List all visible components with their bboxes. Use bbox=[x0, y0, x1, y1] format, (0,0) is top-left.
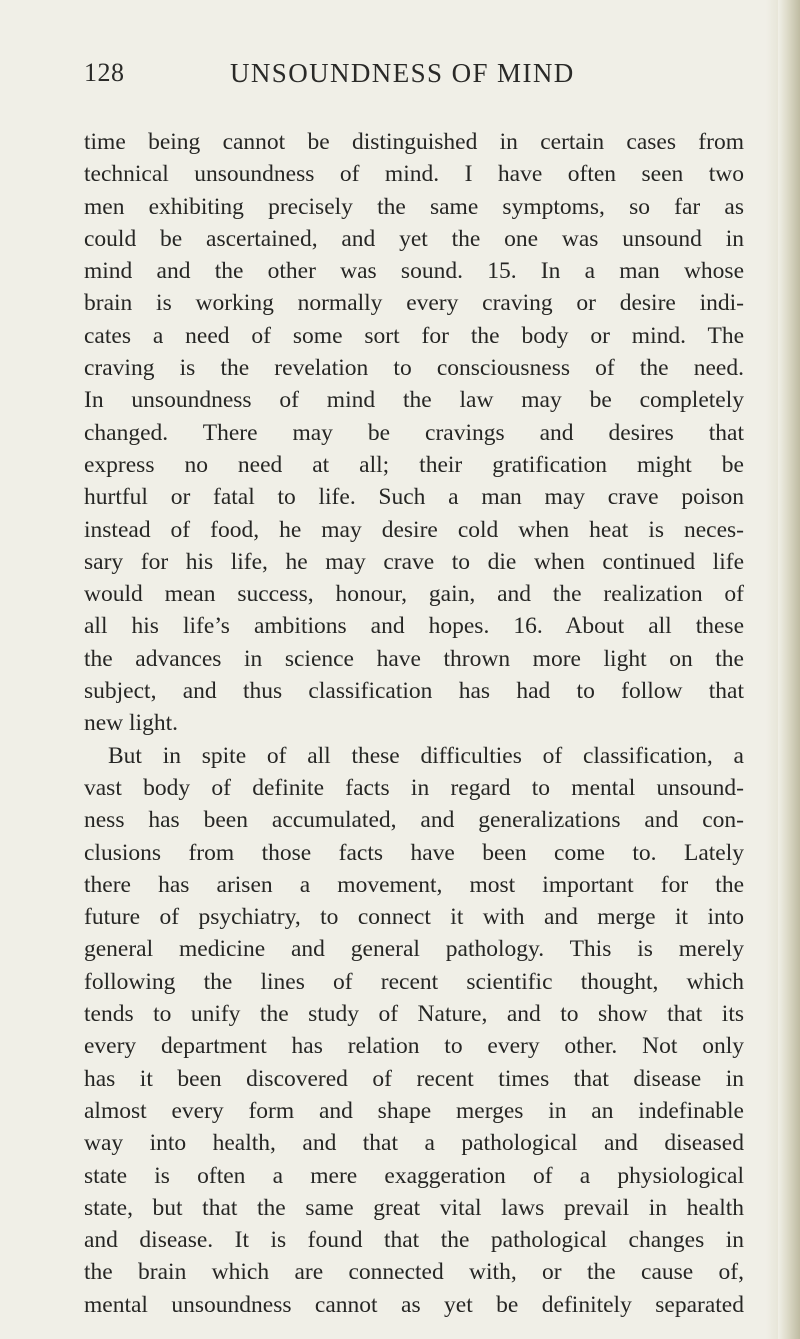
text-line: has it been discovered of recent times that disease in bbox=[84, 1065, 744, 1092]
text-line: changed. There may be cravings and desires that bbox=[84, 419, 744, 446]
text-line: there has arisen a movement, most important for the bbox=[84, 871, 744, 898]
body-text bbox=[84, 126, 744, 1321]
text-line: ness has been accumulated, and generalizations and con- bbox=[84, 807, 744, 834]
text-line: the advances in science have thrown more light on the bbox=[84, 645, 744, 672]
running-title: UNSOUNDNESS OF MIND bbox=[230, 58, 575, 88]
text-line: future of psychiatry, to connect it with and merge it into bbox=[84, 904, 744, 931]
text-line: mental unsoundness cannot as yet be definitely separated bbox=[84, 1291, 744, 1318]
running-head bbox=[84, 58, 744, 98]
text-line: craving is the revelation to consciousness of the need. bbox=[84, 355, 744, 382]
text-line: men exhibiting precisely the same symptoms, so far as bbox=[84, 193, 744, 220]
page-number: 128 bbox=[84, 58, 125, 87]
text-line: instead of food, he may desire cold when heat is neces- bbox=[84, 516, 744, 543]
page-edge-shadow bbox=[778, 0, 800, 1339]
text-line: sary for his life, he may crave to die when continued life bbox=[84, 548, 744, 575]
text-line: vast body of definite facts in regard to mental unsound- bbox=[84, 774, 744, 801]
text-line: almost every form and shape merges in an indefinable bbox=[84, 1097, 744, 1124]
text-line: way into health, and that a pathological and diseased bbox=[84, 1130, 744, 1157]
text-line: clusions from those facts have been come to. Lately bbox=[84, 839, 744, 866]
text-line: tends to unify the study of Nature, and to show that its bbox=[84, 1001, 744, 1028]
text-line: general medicine and general pathology. This is merely bbox=[84, 936, 744, 963]
text-line: mind and the other was sound. 15. In a man whose bbox=[84, 258, 744, 285]
text-line: But in spite of all these difficulties of classification, a bbox=[108, 742, 744, 769]
text-line: and disease. It is found that the pathological changes in bbox=[84, 1227, 744, 1254]
text-line: all his life’s ambitions and hopes. 16. About all these bbox=[84, 613, 744, 640]
text-line: new light. bbox=[84, 710, 178, 737]
text-line: the brain which are connected with, or the cause of, bbox=[84, 1259, 744, 1286]
text-line: state, but that the same great vital laws prevail in health bbox=[84, 1194, 744, 1221]
text-line: technical unsoundness of mind. I have often seen two bbox=[84, 161, 744, 188]
text-line: could be ascertained, and yet the one was unsound in bbox=[84, 225, 744, 252]
text-line: hurtful or fatal to life. Such a man may crave poison bbox=[84, 484, 744, 511]
text-line: brain is working normally every craving or desire indi- bbox=[84, 290, 744, 317]
text-line: state is often a mere exaggeration of a physiological bbox=[84, 1162, 744, 1189]
text-line: time being cannot be distinguished in certain cases from bbox=[84, 129, 744, 155]
text-line: would mean success, honour, gain, and the realization of bbox=[84, 581, 744, 608]
text-line: following the lines of recent scientific thought, which bbox=[84, 968, 744, 995]
text-line: cates a need of some sort for the body or mind. The bbox=[84, 322, 744, 349]
text-line: subject, and thus classification has had to follow that bbox=[84, 678, 744, 705]
text-line: express no need at all; their gratification might be bbox=[84, 451, 744, 478]
text-line: every department has relation to every other. Not only bbox=[84, 1033, 744, 1060]
text-line: In unsoundness of mind the law may be completely bbox=[84, 387, 744, 414]
page-edge-shading bbox=[766, 0, 778, 1339]
